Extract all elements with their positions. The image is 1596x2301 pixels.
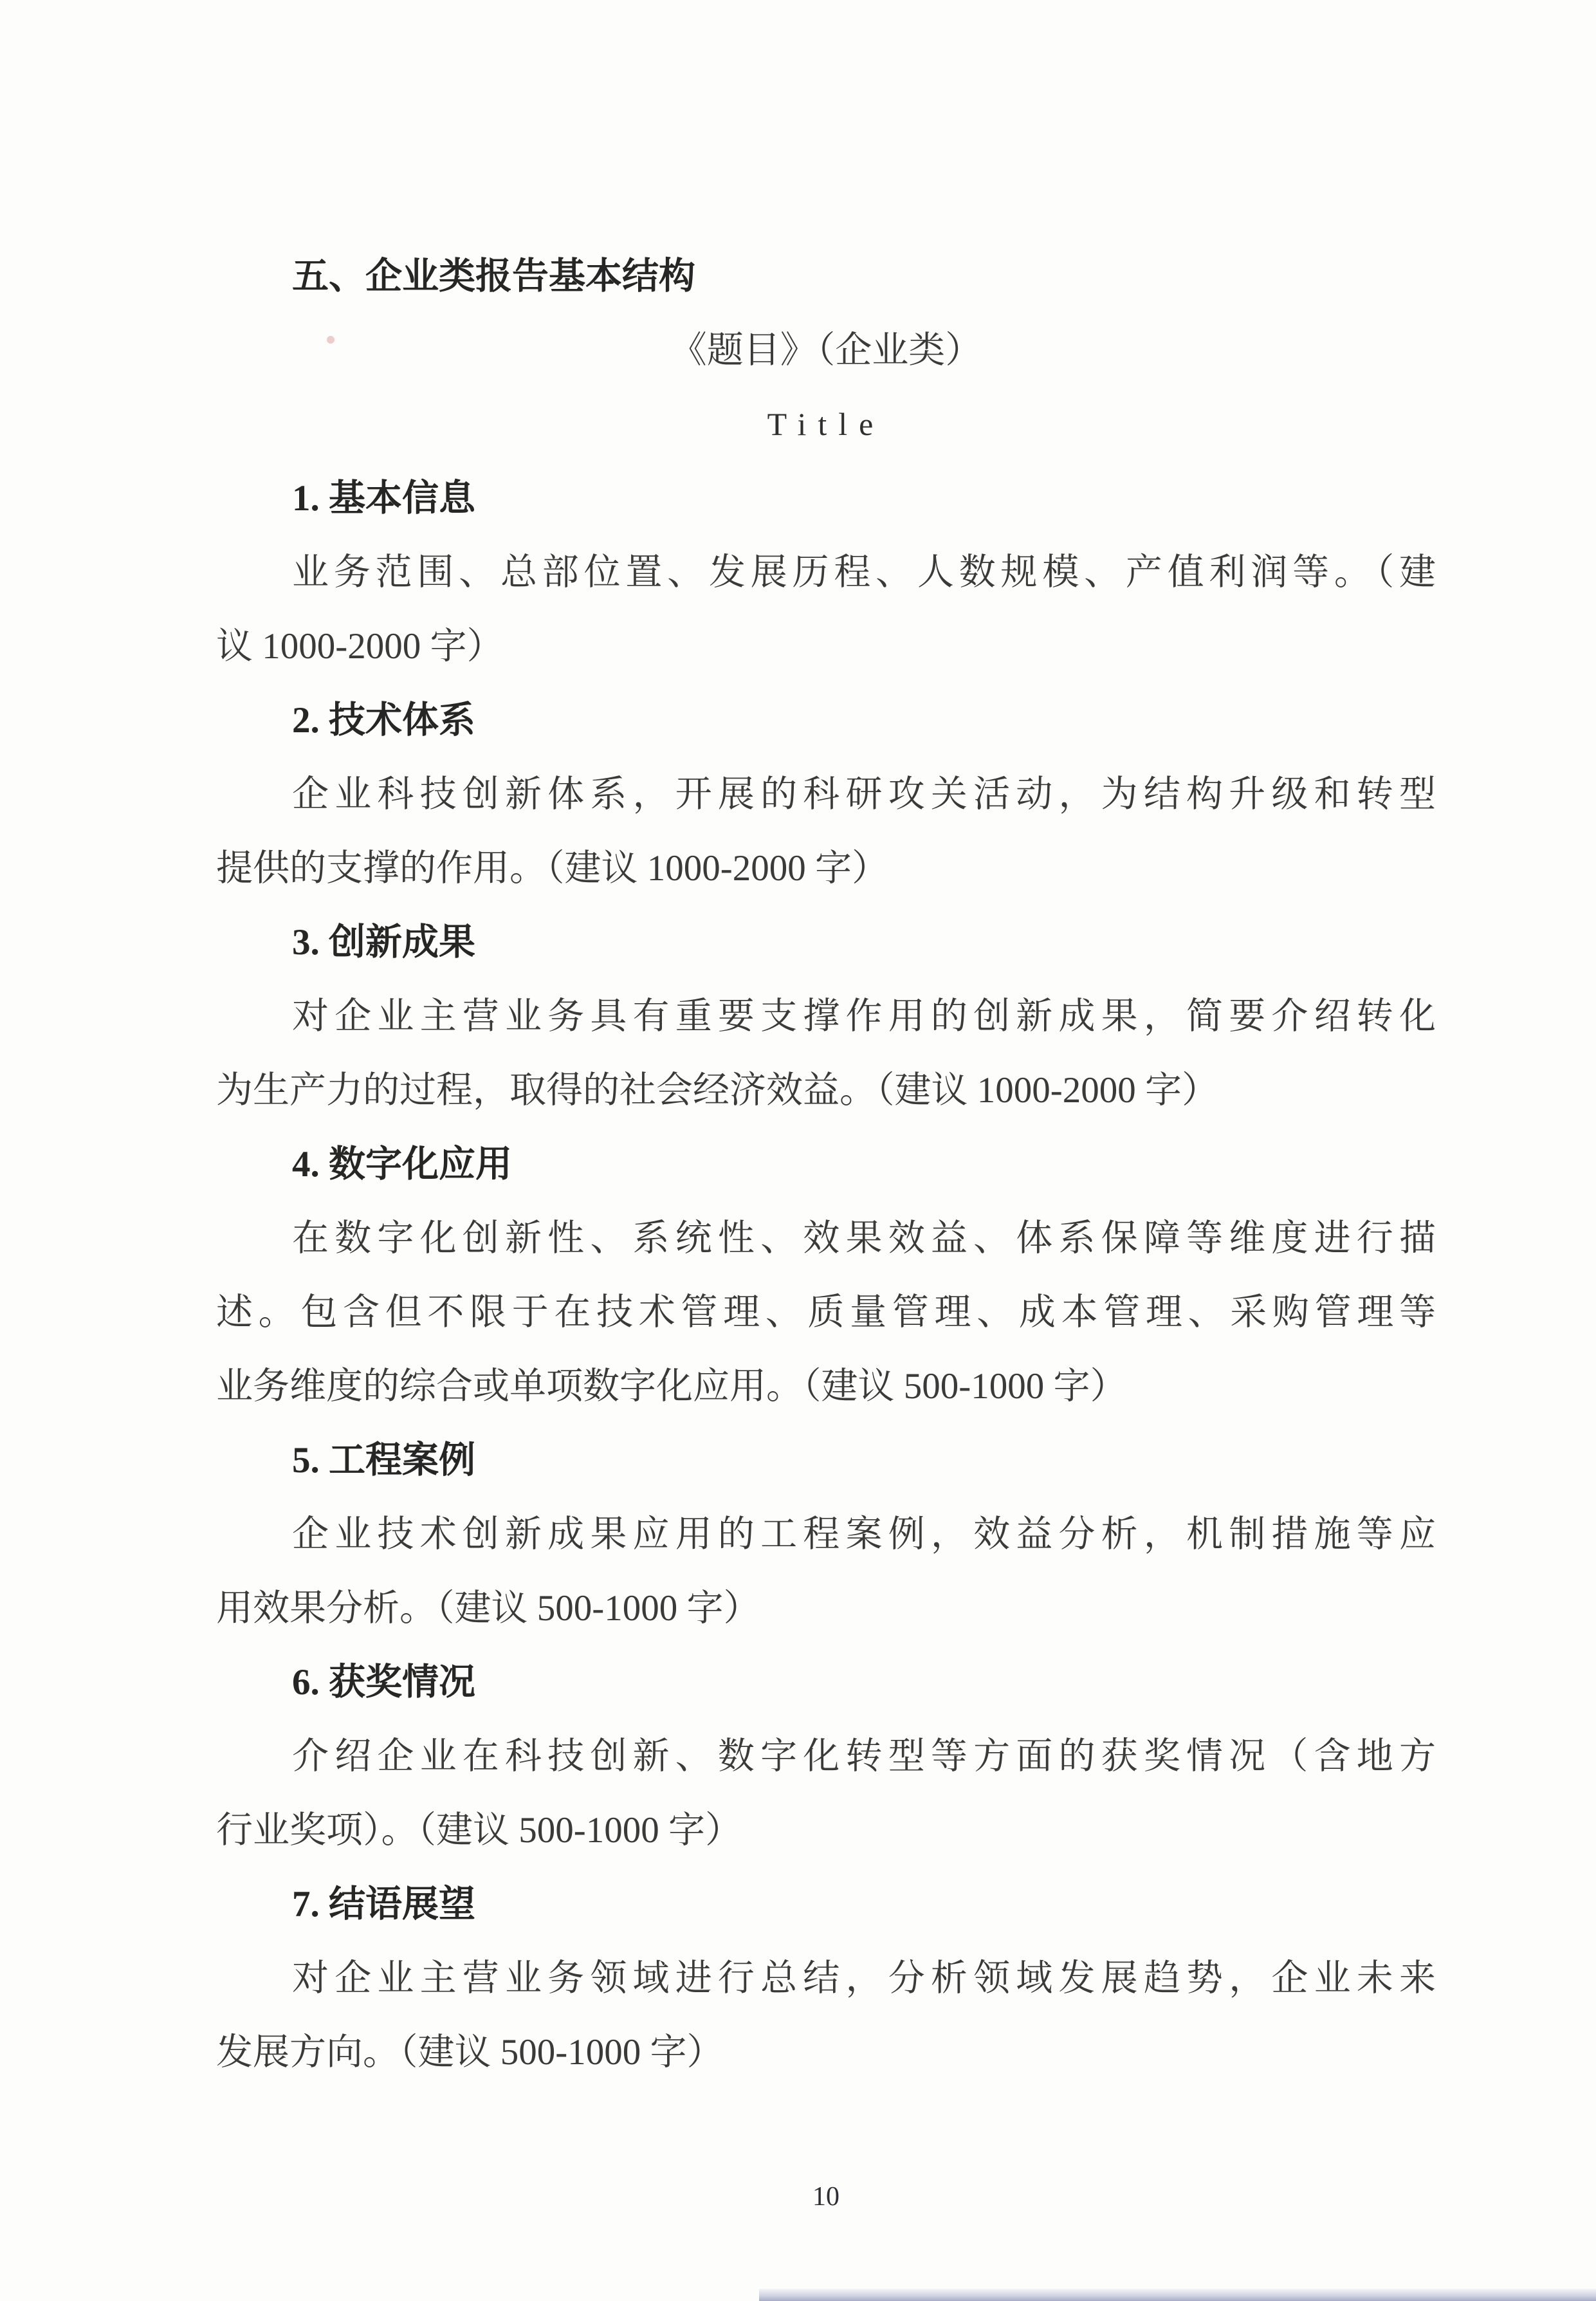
section-5-heading: 5. 工程案例 [292,1440,475,1481]
section-3-heading: 3. 创新成果 [292,922,475,963]
section-1-heading: 1. 基本信息 [292,478,475,519]
section-6-heading: 6. 获奖情况 [292,1662,475,1703]
section-5-line-2: 用效果分析。（建议 500-1000 字） [216,1588,760,1629]
section-4-line-3: 业务维度的综合或单项数字化应用。（建议 500-1000 字） [216,1366,1127,1407]
section-6-line-1: 介绍企业在科技创新、数字化转型等方面的获奖情况（含地方 [292,1736,1436,1777]
page-number: 10 [812,2182,839,2212]
report-title-english: Title [767,406,885,442]
section-7-line-2: 发展方向。（建议 500-1000 字） [216,2032,724,2073]
scan-speck-artifact [327,336,335,344]
section-2-heading: 2. 技术体系 [292,700,475,741]
section-4-heading: 4. 数字化应用 [292,1144,512,1185]
section-4-line-1: 在数字化创新性、系统性、效果效益、体系保障等维度进行描 [292,1218,1436,1259]
section-7-line-1: 对企业主营业务领域进行总结，分析领域发展趋势，企业未来 [292,1958,1436,1999]
section-1-line-1: 业务范围、总部位置、发展历程、人数规模、产值利润等。（建 [292,552,1436,593]
section-7-heading: 7. 结语展望 [292,1884,475,1925]
document-body [216,239,1436,2089]
section-2-line-1: 企业科技创新体系，开展的科研攻关活动，为结构升级和转型 [292,774,1436,815]
section-1-line-2: 议 1000-2000 字） [216,626,504,667]
chapter-heading: 五、企业类报告基本结构 [292,256,695,297]
section-3-line-1: 对企业主营业务具有重要支撑作用的创新成果，简要介绍转化 [292,996,1436,1037]
section-4-line-2: 述。包含但不限于在技术管理、质量管理、成本管理、采购管理等 [216,1292,1436,1333]
section-6-line-2: 行业奖项）。（建议 500-1000 字） [216,1810,742,1851]
section-5-line-1: 企业技术创新成果应用的工程案例，效益分析，机制措施等应 [292,1514,1436,1555]
section-2-line-2: 提供的支撑的作用。（建议 1000-2000 字） [216,848,888,889]
report-title-placeholder: 《题目》（企业类） [670,330,982,371]
section-3-line-2: 为生产力的过程，取得的社会经济效益。（建议 1000-2000 字） [216,1070,1218,1111]
scan-artifact-bottom-edge [759,2289,1596,2301]
